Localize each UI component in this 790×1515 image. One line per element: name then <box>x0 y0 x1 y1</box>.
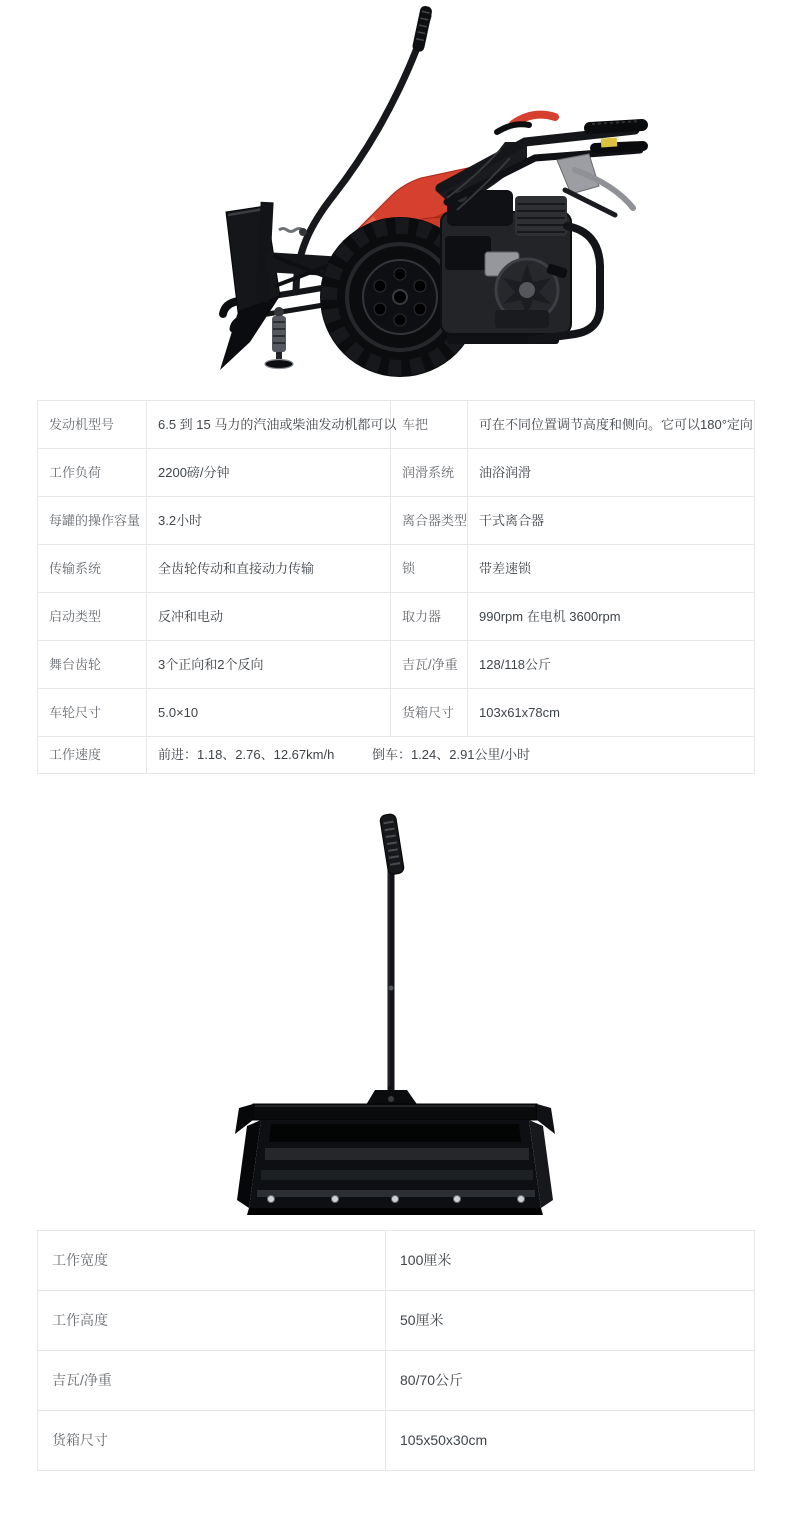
engine <box>441 190 600 344</box>
plow-blade-illustration <box>225 808 565 1218</box>
spec-row <box>38 401 755 449</box>
plow-product-image <box>225 808 565 1218</box>
spec-row-speed <box>38 737 755 774</box>
spec-value: 全齿轮传动和直接动力传输 <box>147 545 391 593</box>
spec-label: 发动机型号 <box>38 401 147 449</box>
spec-value: 干式离合器 <box>468 497 755 545</box>
spec-value: 128/118公斤 <box>468 641 755 689</box>
spec-row <box>38 449 755 497</box>
spec-row <box>38 545 755 593</box>
spec-row <box>38 1291 755 1351</box>
spec-row <box>38 1231 755 1291</box>
spec-label: 工作速度 <box>38 737 147 774</box>
speed-reverse: 倒车：1.24、2.91公里/小时 <box>371 747 531 763</box>
spec-value: 5.0×10 <box>147 689 391 737</box>
spec-value: 50厘米 <box>386 1291 755 1351</box>
spec-value: 反冲和电动 <box>147 593 391 641</box>
spec-value: 100厘米 <box>386 1231 755 1291</box>
spec-label: 吉瓦/净重 <box>391 641 468 689</box>
spec-row <box>38 1351 755 1411</box>
handle-rod <box>379 813 404 1092</box>
spec-row <box>38 641 755 689</box>
spec-label: 货箱尺寸 <box>38 1411 386 1471</box>
spec-value: 105x50x30cm <box>386 1411 755 1471</box>
spec-value: 6.5 到 15 马力的汽油或柴油发动机都可以 <box>147 401 391 449</box>
spec-label: 工作宽度 <box>38 1231 386 1291</box>
main-spec-table <box>37 400 755 774</box>
spec-value: 油浴润滑 <box>468 449 755 497</box>
speed-forward: 前进：1.18、2.76、12.67km/h <box>158 747 335 763</box>
spec-value: 可在不同位置调节高度和侧向。它可以180°定向 <box>468 401 755 449</box>
spec-value: 80/70公斤 <box>386 1351 755 1411</box>
spec-label: 离合器类型 <box>391 497 468 545</box>
spec-value-speed <box>147 737 755 774</box>
spec-label: 舞台齿轮 <box>38 641 147 689</box>
spec-label: 工作高度 <box>38 1291 386 1351</box>
spec-label: 启动类型 <box>38 593 147 641</box>
spec-value: 3个正向和2个反向 <box>147 641 391 689</box>
spec-label: 货箱尺寸 <box>391 689 468 737</box>
spec-label: 传输系统 <box>38 545 147 593</box>
spec-value: 103x61x78cm <box>468 689 755 737</box>
spec-row <box>38 593 755 641</box>
spec-value: 3.2小时 <box>147 497 391 545</box>
spec-value: 2200磅/分钟 <box>147 449 391 497</box>
tractor-illustration <box>195 0 650 392</box>
spec-label: 车轮尺寸 <box>38 689 147 737</box>
spec-row <box>38 689 755 737</box>
spec-label: 润滑系统 <box>391 449 468 497</box>
spec-label: 锁 <box>391 545 468 593</box>
spec-label: 吉瓦/净重 <box>38 1351 386 1411</box>
spec-row <box>38 497 755 545</box>
spec-value: 带差速锁 <box>468 545 755 593</box>
blade <box>235 1104 555 1215</box>
spec-label: 车把 <box>391 401 468 449</box>
spec-value: 990rpm 在电机 3600rpm <box>468 593 755 641</box>
spec-label: 工作负荷 <box>38 449 147 497</box>
spec-label: 每罐的操作容量 <box>38 497 147 545</box>
attachment-spec-table <box>37 1230 755 1471</box>
tractor-product-image <box>195 0 650 392</box>
spec-row <box>38 1411 755 1471</box>
spec-label: 取力器 <box>391 593 468 641</box>
